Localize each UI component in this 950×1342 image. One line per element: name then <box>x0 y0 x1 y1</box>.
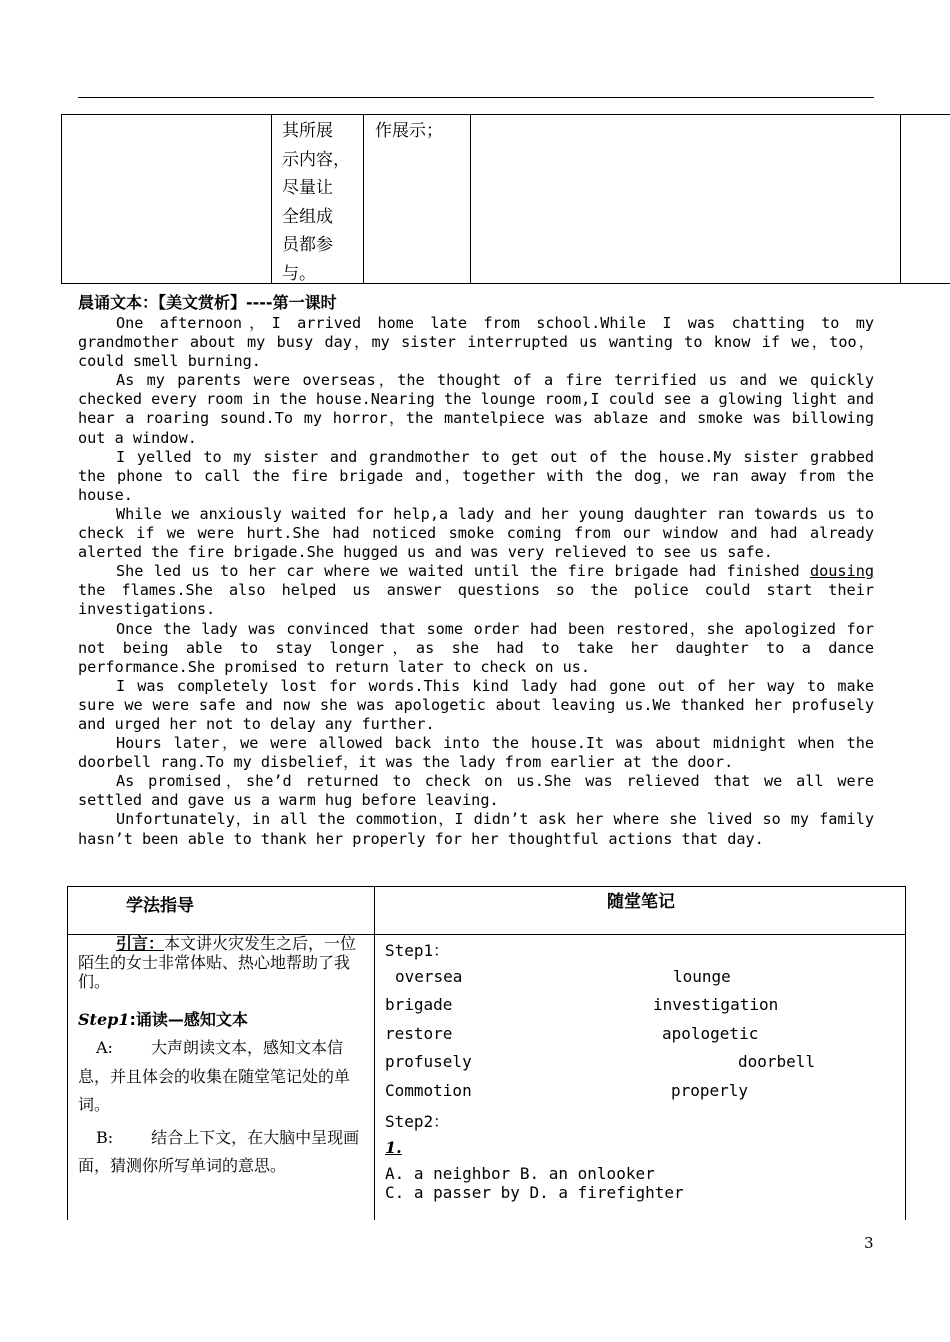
col-header-guide: 学法指导 <box>126 896 194 916</box>
word-left: brigade <box>385 995 453 1014</box>
passage-p5-post: the flames.She also helped us answer questions so the police could start their investigations. <box>78 581 874 619</box>
passage-paragraph-3: I yelled to my sister and grandmother to get out of the house.My sister grabbed the phone to call the fire brigade and，together with the dog，we ran away from the house. <box>78 447 874 504</box>
step1-cn: :诵读—感知文本 <box>129 1010 248 1029</box>
notes-step2-label: Step2： <box>385 1112 450 1131</box>
col2-line: 其所展 <box>282 121 333 141</box>
word-left: profusely <box>385 1052 472 1071</box>
word-right: investigation <box>653 995 779 1014</box>
intro-paragraph <box>78 934 368 991</box>
passage-paragraph-5 <box>78 562 874 619</box>
word-right: lounge <box>673 966 731 986</box>
col-header-notes: 随堂笔记 <box>607 892 675 912</box>
header-rule <box>78 97 874 98</box>
notes-step2 <box>385 1109 895 1138</box>
top-table-cell-2 <box>271 114 363 284</box>
notes-step1 <box>385 938 895 967</box>
notes-column <box>385 938 895 1202</box>
word-row <box>385 1024 895 1053</box>
passage-paragraph-2: As my parents were overseas，the thought of a fire terrified us and we quickly checked every room in the house.Nearing the lounge room,I could see a glowing light and hear a roaring sound.To my horror，the mantelpiece was ablaze and smoke was billowing out a window. <box>78 371 874 447</box>
table-middle-border <box>374 886 375 1220</box>
question-1-options-line2: C. a passer by D. a firefighter <box>385 1182 684 1202</box>
top-table-col2-text <box>272 115 363 289</box>
intro-text: 本文讲火灾发生之后，一位陌生的女士非常体贴、热心地帮助了我们。 <box>78 934 357 991</box>
question-1-label: 1. <box>385 1137 402 1157</box>
instruction-a-label: A: <box>96 1038 113 1057</box>
top-table-cell-5 <box>900 114 950 284</box>
passage-paragraph-4: While we anxiously waited for help,a lady and her young daughter ran towards us to check if we were hurt.She had noticed smoke coming from our window and had already alerted the fire brigade.She hugged us and was very relieved to see us safe. <box>78 504 874 562</box>
step1-title <box>78 1007 368 1030</box>
col2-line: 全组成 <box>282 206 333 227</box>
passage-paragraph-7: I was completely lost for words.This kind lady had gone out of her way to make sure we were safe and now she was apologetic about leaving us.We thanked her profusely and urged her not to delay any further. <box>78 676 874 733</box>
word-right: apologetic <box>662 1023 759 1043</box>
underlined-word-dousing: dousing <box>809 562 874 581</box>
instruction-b-text: 结合上下文，在大脑中呈现画面，猜测你所写单词的意思。 <box>78 1127 360 1176</box>
table-right-border <box>905 934 906 1220</box>
notes-step1-label: Step1： <box>385 941 450 960</box>
intro-label: 引言： <box>116 934 165 953</box>
word-right: properly <box>671 1080 749 1100</box>
word-left: Commotion <box>385 1080 472 1100</box>
col2-line: 员都参 <box>282 235 333 256</box>
word-right: doorbell <box>738 1052 816 1071</box>
passage-paragraph-10: Unfortunately，in all the commotion，I didn’t ask her where she lived so my family hasn’t been able to thank her properly for her thoughtful actions that day. <box>78 810 874 848</box>
step1-en: Step1 <box>78 1010 130 1029</box>
table-top-border <box>67 886 906 887</box>
word-left: oversea <box>395 966 463 986</box>
passage-p5-pre: She led us to her car where we waited until the fire brigade had finished <box>116 562 810 581</box>
word-row <box>385 1081 895 1110</box>
passage-paragraph-8: Hours later，we were allowed back into the house.It was about midnight when the doorbell rang.To my disbelief，it was the lady from earlier at the door. <box>78 734 874 772</box>
question-1-options-line1: A. a neighbor B. an onlooker <box>385 1163 655 1183</box>
top-table-cell-4 <box>470 114 900 284</box>
instruction-a <box>78 1034 368 1120</box>
word-row <box>385 1052 895 1081</box>
top-table-col3-text: 作展示； <box>375 121 443 141</box>
col2-line: 尽量让 <box>282 178 333 199</box>
passage-paragraph-6: Once the lady was convinced that some order had been restored，she apologized for not being able to stay longer，as she had to take her daughter to a dance performance.She promised to return later to check on us. <box>78 619 874 676</box>
top-table-cell-1 <box>61 114 271 284</box>
table-right-border-header <box>905 886 906 934</box>
top-table <box>61 114 950 284</box>
table-left-border <box>67 886 68 1220</box>
word-left: restore <box>385 1023 453 1043</box>
passage-paragraph-9: As promised，she’d returned to check on us.She was relieved that we all were settled and gave us a warm hug before leaving. <box>78 772 874 810</box>
word-row <box>385 967 895 996</box>
top-table-cell-3 <box>363 114 470 284</box>
passage-paragraph-1: One afternoon，I arrived home late from school.While I was chatting to my grandmother about my busy day，my sister interrupted us wanting to know if we，too，could smell burning. <box>78 314 874 371</box>
question-1 <box>385 1138 895 1164</box>
col2-line: 示内容， <box>282 149 350 170</box>
reading-passage <box>78 314 874 849</box>
instruction-b-label: B: <box>96 1127 114 1147</box>
guide-column <box>78 934 368 1181</box>
page-number: 3 <box>864 1234 874 1252</box>
col2-line: 与。 <box>282 263 316 284</box>
word-row <box>385 995 895 1024</box>
instruction-b <box>78 1124 368 1181</box>
instruction-a-text: 大声朗读文本，感知文本信息，并且体会的收集在随堂笔记处的单词。 <box>78 1038 351 1115</box>
section-heading: 晨诵文本：【美文赏析】----第一课时 <box>78 293 337 312</box>
